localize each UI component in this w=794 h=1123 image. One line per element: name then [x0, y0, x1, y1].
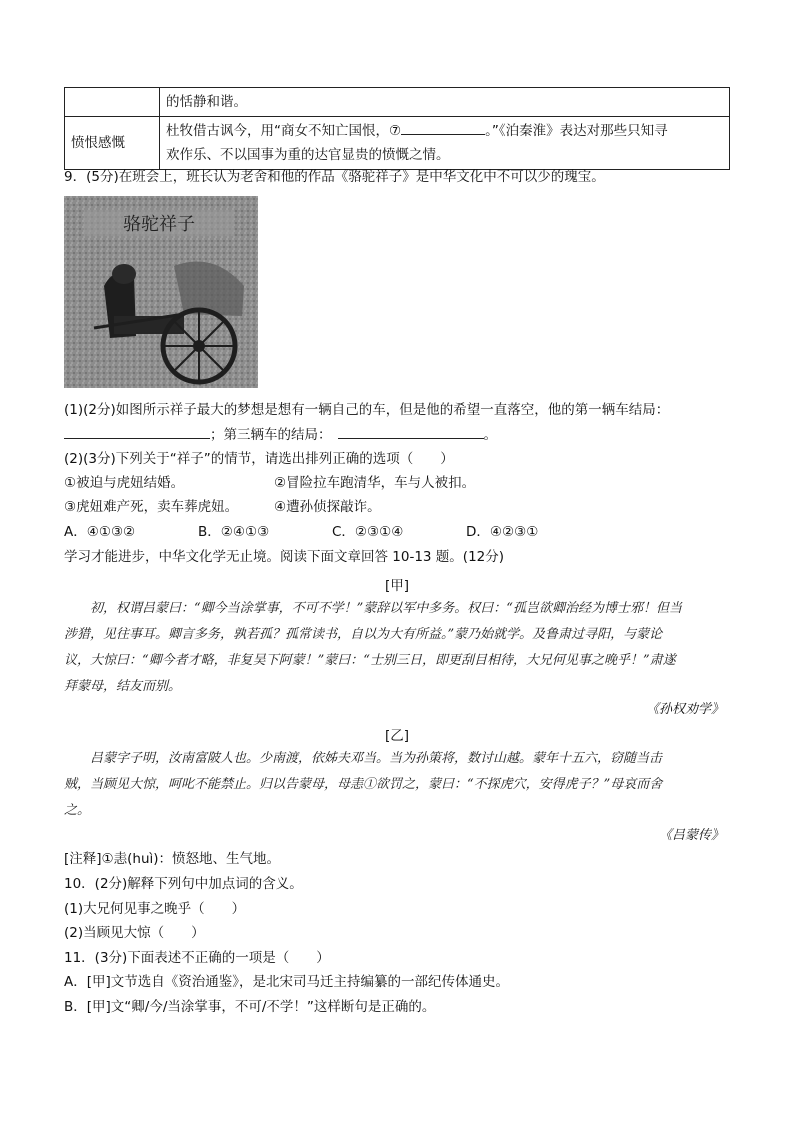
table-row: [65, 117, 730, 170]
table-text: 欢作乐、不以国事为重的达官显贵的愤慨之情。: [166, 147, 450, 163]
table-cell: [160, 117, 730, 170]
q9-part1-end: 。: [483, 427, 497, 443]
q9-options: [64, 522, 538, 542]
reading-intro: 学习才能进步，中华文化学无止境。阅读下面文章回答 10-13 题。(12分): [64, 549, 505, 565]
list-item: ②冒险拉车跑清华，车与人被扣。: [274, 475, 476, 491]
list-item: ③虎妞难产死，卖车葬虎妞。: [64, 499, 239, 515]
answer-blank[interactable]: [64, 424, 210, 439]
passage-line: 吕蒙字子明，汝南富陂人也。少南渡，依姊夫邓当。当为孙策将，数讨山越。蒙年十五六，窃随当击: [90, 751, 663, 766]
passage-jia: [64, 596, 730, 700]
option-b[interactable]: B．②④①③: [198, 524, 270, 540]
q10-sub1: (1)大兄何见事之晚乎（ ）: [64, 901, 246, 917]
q9-items-row2: [64, 497, 381, 517]
answer-blank[interactable]: [338, 424, 484, 439]
table-text: 杜牧借古讽今，用“商女不知亡国恨，⑦: [166, 123, 402, 139]
passage-yi-heading: [乙]: [384, 728, 410, 744]
q10-sub2: (2)当顾见大惊（ ）: [64, 925, 205, 941]
table-row: [65, 88, 730, 117]
book-cover-image: [64, 196, 258, 388]
q9-part1-line1: (1)(2分)如图所示祥子最大的梦想是想有一辆自己的车，但是他的希望一直落空，他的第一辆车结局：: [64, 402, 670, 418]
q9-part1-line2: [64, 424, 497, 445]
cover-title: 骆驼祥子: [123, 214, 195, 235]
q10-stem: 10．(2分)解释下列句中加点词的含义。: [64, 876, 303, 892]
q11-option-b[interactable]: B．[甲]文“卿/今/当涂掌事，不可/不学！”这样断句是正确的。: [64, 999, 436, 1015]
table-cell: 的恬静和谐。: [160, 88, 730, 117]
q9-items-row1: [64, 473, 475, 493]
option-a[interactable]: A．④①③②: [64, 524, 136, 540]
q11-stem: 11．(3分)下面表述不正确的一项是（ ）: [64, 950, 330, 966]
table-row-label: 愤恨感慨: [65, 117, 160, 170]
passage-line: 涉猎，见往事耳。卿言多务，孰若孤？孤常读书，自以为大有所益。”蒙乃始就学。及鲁肃过寻阳，与蒙论: [64, 627, 663, 642]
q9-stem: 9．(5分)在班会上，班长认为老舍和他的作品《骆驼祥子》是中华文化中不可以少的瑰宝。: [64, 169, 605, 185]
poetry-table: [64, 87, 730, 170]
passage-line: 之。: [64, 803, 91, 818]
table-cell-empty: [65, 88, 160, 117]
option-c[interactable]: C．②③①④: [332, 524, 404, 540]
passage-yi: [64, 746, 730, 824]
passage-jia-heading: [甲]: [384, 578, 410, 594]
passage-line: 初，权谓吕蒙曰：“卿今当涂掌事，不可不学！”蒙辞以军中多务。权曰：“孤岂欲卿治经为博士邪！但当: [90, 601, 682, 616]
q9-part1-mid: ；第三辆车的结局：: [210, 427, 332, 443]
q9-part2-stem: (2)(3分)下列关于“祥子”的情节，请选出排列正确的选项（ ）: [64, 451, 454, 467]
list-item: ①被迫与虎妞结婚。: [64, 475, 185, 491]
passage-yi-source: 《吕蒙传》: [658, 828, 724, 843]
q11-option-a[interactable]: A．[甲]文节选自《资治通鉴》，是北宋司马迁主持编纂的一部纪传体通史。: [64, 974, 510, 990]
passage-jia-source: 《孙权劝学》: [645, 702, 724, 717]
list-item: ④遭孙侦探敲诈。: [274, 499, 381, 515]
passage-line: 拜蒙母，结友而别。: [64, 679, 182, 694]
passage-line: 贼，当顾见大惊，呵叱不能禁止。归以告蒙母，母恚①欲罚之，蒙曰：“不探虎穴，安得虎子？”母哀而舍: [64, 777, 663, 792]
annotation-note: [注释]①恚(huì)：愤怒地、生气地。: [64, 851, 281, 867]
table-text: 。”《泊秦淮》表达对那些只知寻: [485, 123, 668, 139]
passage-line: 议，大惊曰：“卿今者才略，非复吴下阿蒙！”蒙曰：“士别三日，即更刮目相待，大兄何见事之晚乎！”肃遂: [64, 653, 676, 668]
option-d[interactable]: D．④②③①: [466, 524, 539, 540]
answer-blank[interactable]: [401, 120, 485, 135]
